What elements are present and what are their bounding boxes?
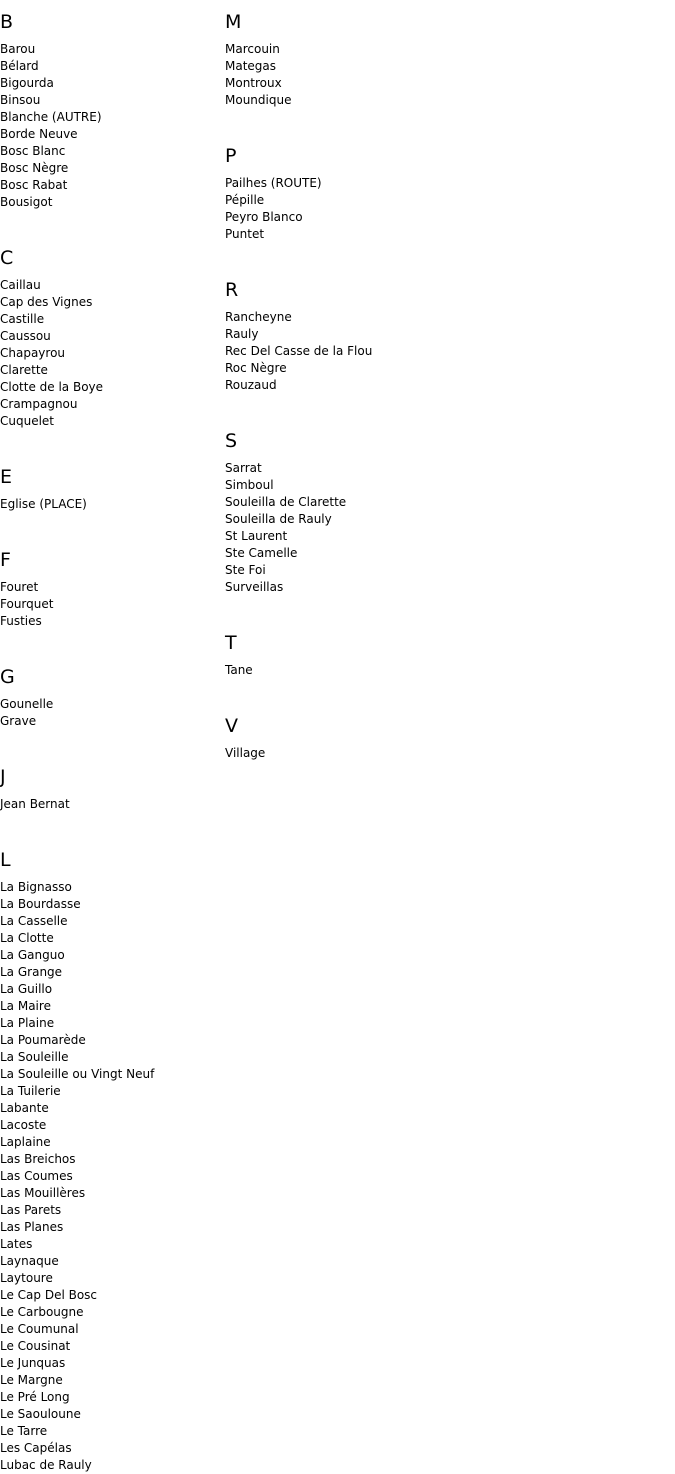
letter-heading: L: [0, 849, 11, 871]
group-spacer: [0, 430, 220, 455]
street-item: Le Cap Del Bosc: [0, 1288, 98, 1302]
street-item: Mategas: [225, 59, 277, 73]
letter-group: [0, 11, 220, 236]
letter-group: [225, 279, 645, 419]
street-list: [0, 41, 220, 211]
street-item: Bosc Nègre: [0, 161, 69, 175]
street-item: Le Junquas: [0, 1356, 66, 1370]
street-list: [0, 277, 220, 430]
street-item: La Souleille ou Vingt Neuf: [0, 1067, 155, 1081]
street-item: Bosc Rabat: [0, 178, 68, 192]
street-item: La Grange: [0, 965, 63, 979]
street-item: Moundique: [225, 93, 292, 107]
letter-heading: J: [0, 766, 6, 788]
street-item: Souleilla de Clarette: [225, 495, 347, 509]
letter-group: [0, 247, 220, 455]
letter-heading: V: [225, 715, 238, 737]
street-item: Gounelle: [0, 697, 54, 711]
street-item: Le Pré Long: [0, 1390, 70, 1404]
street-item: Borde Neuve: [0, 127, 78, 141]
street-item: Lacoste: [0, 1118, 47, 1132]
letter-group: [0, 466, 220, 538]
street-item: Eglise (PLACE): [0, 497, 87, 511]
street-item: Caussou: [0, 329, 51, 343]
street-item: Surveillas: [225, 580, 284, 594]
group-spacer: [0, 211, 220, 236]
street-list: [0, 796, 220, 813]
street-item: Marcouin: [225, 42, 280, 56]
street-item: Las Mouillères: [0, 1186, 86, 1200]
letter-group: [225, 632, 645, 704]
street-item: La Clotte: [0, 931, 54, 945]
street-item: Rancheyne: [225, 310, 292, 324]
street-item: Clotte de la Boye: [0, 380, 104, 394]
street-list: [225, 460, 645, 596]
street-item: Las Parets: [0, 1203, 62, 1217]
street-item: Le Margne: [0, 1373, 63, 1387]
left-column: [0, 0, 220, 1474]
letter-group: [0, 549, 220, 655]
street-item: La Bignasso: [0, 880, 72, 894]
street-list: [225, 175, 645, 243]
street-item: Le Saouloune: [0, 1407, 81, 1421]
street-item: Crampagnou: [0, 397, 78, 411]
group-spacer: [0, 513, 220, 538]
letter-group: [225, 11, 645, 134]
letter-group: [225, 145, 645, 268]
street-item: Grave: [0, 714, 37, 728]
street-list: [225, 745, 645, 762]
letter-heading: T: [225, 632, 237, 654]
street-item: Roc Nègre: [225, 361, 287, 375]
street-item: Laplaine: [0, 1135, 51, 1149]
group-spacer: [0, 813, 220, 838]
street-item: La Ganguo: [0, 948, 65, 962]
street-item: Laynaque: [0, 1254, 59, 1268]
street-item: Ste Foi: [225, 563, 266, 577]
street-item: Puntet: [225, 227, 265, 241]
street-item: Bousigot: [0, 195, 53, 209]
right-column: [225, 0, 645, 762]
letter-heading: P: [225, 145, 237, 167]
street-item: Ste Camelle: [225, 546, 298, 560]
street-item: Castille: [0, 312, 45, 326]
street-item: Pailhes (ROUTE): [225, 176, 322, 190]
street-item: Pépille: [225, 193, 265, 207]
letter-group: [0, 849, 220, 1474]
letter-heading: F: [0, 549, 11, 571]
street-item: Lates: [0, 1237, 33, 1251]
letter-heading: S: [225, 430, 238, 452]
group-spacer: [225, 394, 645, 419]
street-item: St Laurent: [225, 529, 288, 543]
street-item: Caillau: [0, 278, 41, 292]
street-item: Bigourda: [0, 76, 54, 90]
street-item: La Poumarède: [0, 1033, 86, 1047]
street-item: Chapayrou: [0, 346, 66, 360]
street-item: Fouret: [0, 580, 39, 594]
street-item: Fourquet: [0, 597, 54, 611]
street-item: Rauly: [225, 327, 259, 341]
street-item: Lubac de Rauly: [0, 1458, 92, 1472]
street-item: Bosc Blanc: [0, 144, 66, 158]
letter-heading: G: [0, 666, 15, 688]
street-item: Barou: [0, 42, 36, 56]
street-item: Souleilla de Rauly: [225, 512, 332, 526]
street-item: La Tuilerie: [0, 1084, 61, 1098]
street-list: [225, 41, 645, 109]
letter-heading: B: [0, 11, 14, 33]
letter-group: [225, 715, 645, 762]
letter-heading: E: [0, 466, 13, 488]
street-item: Laytoure: [0, 1271, 53, 1285]
street-item: Le Coumunal: [0, 1322, 79, 1336]
group-spacer: [0, 630, 220, 655]
street-item: Sarrat: [225, 461, 262, 475]
street-item: Cap des Vignes: [0, 295, 93, 309]
street-item: Le Cousinat: [0, 1339, 71, 1353]
street-item: Le Tarre: [0, 1424, 48, 1438]
street-item: La Souleille: [0, 1050, 69, 1064]
street-item: Las Breichos: [0, 1152, 76, 1166]
street-item: Cuquelet: [0, 414, 55, 428]
street-item: Rec Del Casse de la Flou: [225, 344, 373, 358]
street-list: [0, 696, 220, 730]
letter-heading: R: [225, 279, 239, 301]
street-item: Simboul: [225, 478, 274, 492]
street-item: La Bourdasse: [0, 897, 81, 911]
street-item: Rouzaud: [225, 378, 277, 392]
street-item: Jean Bernat: [0, 797, 70, 811]
street-item: La Maire: [0, 999, 51, 1013]
street-item: Bélard: [0, 59, 39, 73]
group-spacer: [225, 596, 645, 621]
street-list: [225, 309, 645, 394]
group-spacer: [225, 109, 645, 134]
street-item: Fusties: [0, 614, 42, 628]
street-item: Montroux: [225, 76, 282, 90]
street-item: Labante: [0, 1101, 49, 1115]
street-item: Las Planes: [0, 1220, 64, 1234]
group-spacer: [225, 243, 645, 268]
group-spacer: [225, 679, 645, 704]
street-list: [0, 496, 220, 513]
group-spacer: [0, 730, 220, 755]
street-item: Le Carbougne: [0, 1305, 84, 1319]
street-item: Peyro Blanco: [225, 210, 303, 224]
letter-heading: M: [225, 11, 242, 33]
street-item: Blanche (AUTRE): [0, 110, 102, 124]
letter-group: [0, 666, 220, 755]
street-item: Las Coumes: [0, 1169, 73, 1183]
street-item: Tane: [225, 663, 253, 677]
letter-heading: C: [0, 247, 14, 269]
letter-group: [225, 430, 645, 621]
street-item: Village: [225, 746, 266, 760]
street-list: [0, 579, 220, 630]
street-item: La Guillo: [0, 982, 53, 996]
street-item: Binsou: [0, 93, 41, 107]
street-item: Clarette: [0, 363, 48, 377]
street-list: [0, 879, 220, 1474]
street-item: La Plaine: [0, 1016, 55, 1030]
street-list: [225, 662, 645, 679]
street-item: La Casselle: [0, 914, 68, 928]
street-item: Les Capélas: [0, 1441, 72, 1455]
letter-group: [0, 766, 220, 838]
